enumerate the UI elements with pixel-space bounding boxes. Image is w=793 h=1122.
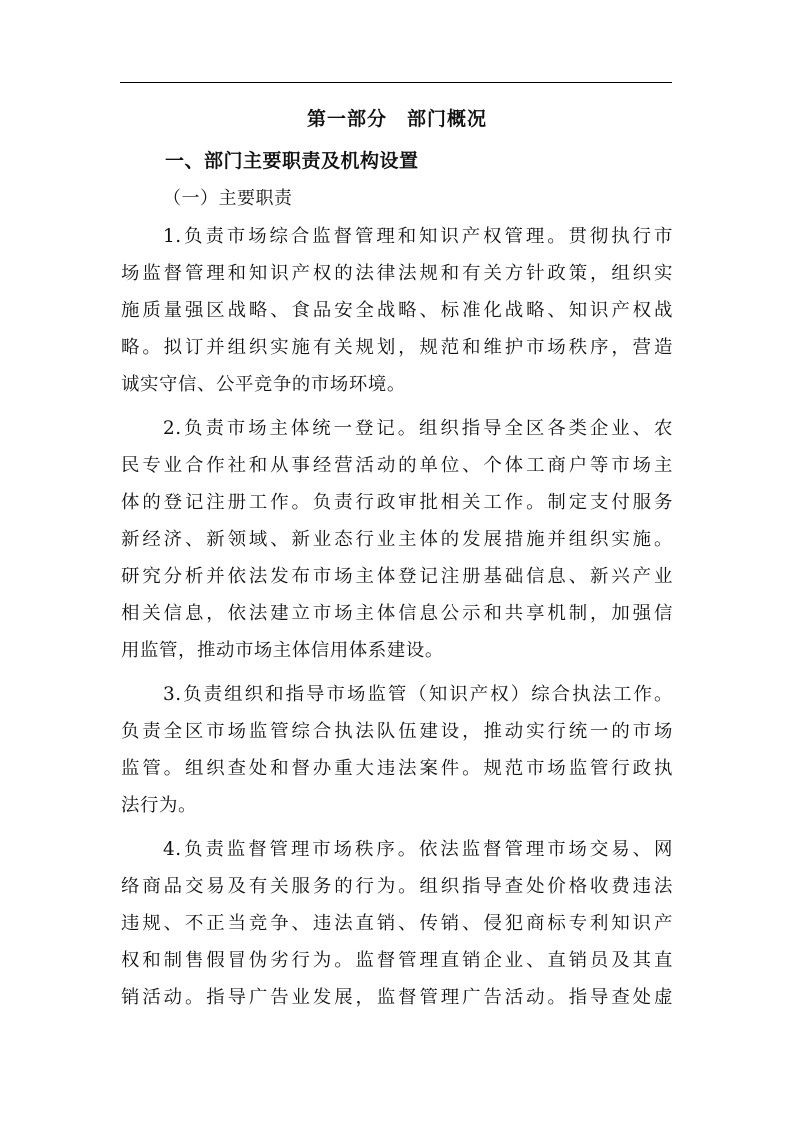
document-body — [121, 96, 673, 1023]
paragraph-line: 诚实守信、公平竞争的市场环境。 — [121, 374, 406, 395]
paragraph-line: 法行为。 — [121, 795, 197, 816]
paragraph-line: 1.负责市场综合监督管理和知识产权管理。贯彻执行市 — [163, 226, 673, 247]
paragraph-line: 权和制售假冒伪劣行为。监督管理直销企业、直销员及其直 — [121, 950, 673, 971]
paragraph-line: 4.负责监督管理市场秩序。依法监督管理市场交易、网 — [163, 839, 673, 860]
paragraph-line: 场监督管理和知识产权的法律法规和有关方针政策，组织实 — [121, 263, 673, 284]
header-rule — [120, 82, 672, 83]
paragraph-line: 略。拟订并组织实施有关规划，规范和维护市场秩序，营造 — [121, 337, 673, 358]
paragraph-3 — [121, 676, 673, 824]
paragraph-line: 络商品交易及有关服务的行为。组织指导查处价格收费违法 — [121, 876, 673, 897]
paragraph-line: 负责全区市场监管综合执法队伍建设，推动实行统一的市场 — [121, 721, 673, 742]
sub-heading: （一）主要职责 — [163, 188, 293, 209]
paragraph-4 — [121, 831, 673, 1016]
part-title: 第一部分 部门概况 — [306, 108, 487, 130]
section-heading: 一、部门主要职责及机构设置 — [165, 150, 419, 172]
paragraph-line: 2.负责市场主体统一登记。组织指导全区各类企业、农 — [163, 418, 673, 439]
paragraph-line: 施质量强区战略、食品安全战略、标准化战略、知识产权战 — [121, 300, 673, 321]
paragraph-2 — [121, 410, 673, 669]
paragraph-line: 违规、不正当竞争、违法直销、传销、侵犯商标专利知识产 — [121, 913, 673, 934]
paragraph-line: 监管。组织查处和督办重大违法案件。规范市场监管行政执 — [121, 758, 673, 779]
paragraph-line: 新经济、新领域、新业态行业主体的发展措施并组织实施。 — [121, 529, 673, 550]
paragraph-line: 民专业合作社和从事经营活动的单位、个体工商户等市场主 — [121, 455, 673, 476]
paragraph-line: 3.负责组织和指导市场监管（知识产权）综合执法工作。 — [163, 684, 673, 705]
paragraph-1 — [121, 218, 673, 403]
paragraph-line: 销活动。指导广告业发展，监督管理广告活动。指导查处虚 — [121, 987, 673, 1008]
paragraph-line: 用监管，推动市场主体信用体系建设。 — [121, 640, 444, 661]
paragraph-line: 相关信息，依法建立市场主体信息公示和共享机制，加强信 — [121, 603, 673, 624]
paragraph-line: 研究分析并依法发布市场主体登记注册基础信息、新兴产业 — [121, 566, 673, 587]
paragraph-line: 体的登记注册工作。负责行政审批相关工作。制定支付服务 — [121, 492, 673, 513]
